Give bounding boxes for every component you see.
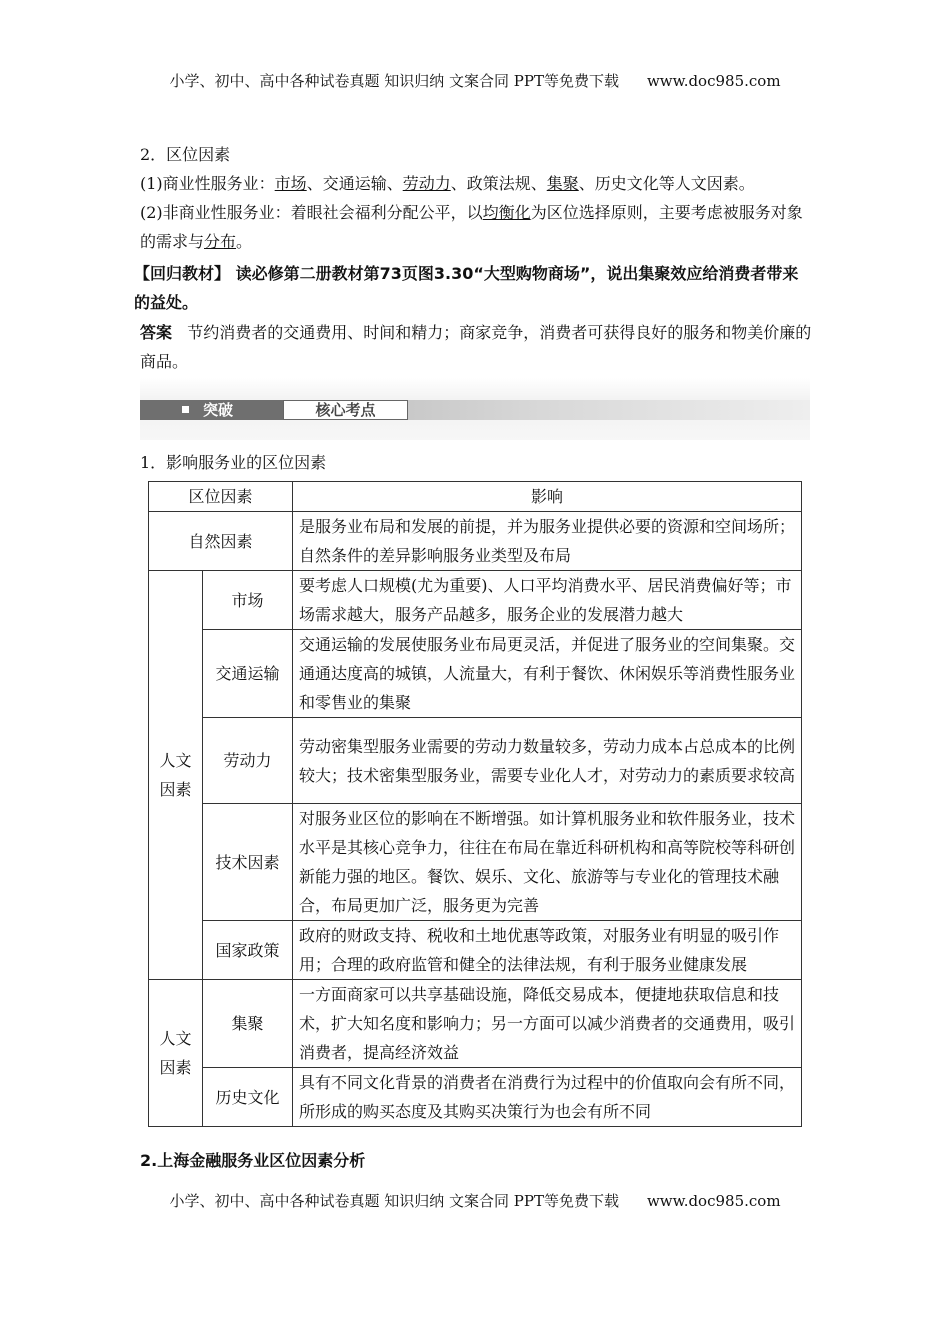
factor-cell: 劳动力: [203, 718, 293, 804]
commercial-factors: (1)商业性服务业：市场、交通运输、劳动力、政策法规、集聚、历史文化等人文因素。: [140, 174, 755, 193]
answer: 答案 节约消费者的交通费用、时间和精力；商家竞争，消费者可获得良好的服务和物美价廉的商品。: [140, 323, 812, 371]
footer-site: www.doc985.com: [646, 1192, 781, 1210]
section-banner: [140, 378, 810, 440]
banner-left: 突破: [203, 401, 234, 419]
factor-cell: 历史文化: [203, 1068, 293, 1127]
factor-cell: 市场: [203, 571, 293, 630]
factor-cell: 交通运输: [203, 630, 293, 718]
effect-cell: 要考虑人口规模(尤为重要)、人口平均消费水平、居民消费偏好等；市场需求越大，服务产品越多，服务企业的发展潜力越大: [293, 571, 802, 630]
factor-cell: 技术因素: [203, 804, 293, 921]
effect-cell: 一方面商家可以共享基础设施，降低交易成本，便捷地获取信息和技术，扩大知名度和影响力；另一方面可以减少消费者的交通费用，吸引消费者，提高经济效益: [293, 980, 802, 1068]
effect-cell: 政府的财政支持、税收和土地优惠等政策，对服务业有明显的吸引作用；合理的政府监管和健全的法律法规，有利于服务业健康发展: [293, 921, 802, 980]
review-textbook: 【回归教材】 读必修第二册教材第73页图3.30“大型购物商场”，说出集聚效应给消费者带来的益处。: [134, 264, 799, 312]
footer-text: 小学、初中、高中各种试卷真题 知识归纳 文案合同 PPT等免费下载: [169, 1192, 619, 1210]
effect-cell: 具有不同文化背景的消费者在消费行为过程中的价值取向会有所不同，所形成的购买态度及其购买决策行为也会有所不同: [293, 1068, 802, 1127]
factor-cell: 集聚: [203, 980, 293, 1068]
header-factor: 区位因素: [149, 482, 293, 512]
group-cell: 人文因素: [149, 571, 203, 980]
factor-cell: 自然因素: [149, 512, 293, 571]
square-icon: [182, 406, 189, 413]
effect-cell: 交通运输的发展使服务业布局更灵活，并促进了服务业的空间集聚。交通通达度高的城镇，人流量大，有利于餐饮、休闲娱乐等消费性服务业和零售业的集聚: [293, 630, 802, 718]
table-title: 1．影响服务业的区位因素: [140, 453, 327, 472]
page-header: [0, 70, 950, 91]
section3-title: 2.上海金融服务业区位因素分析: [140, 1151, 366, 1170]
factor-cell: 国家政策: [203, 921, 293, 980]
effect-cell: 是服务业布局和发展的前提，并为服务业提供必要的资源和空间场所；自然条件的差异影响服务业类型及布局: [293, 512, 802, 571]
page-footer: [0, 1190, 950, 1211]
header-effect: 影响: [293, 482, 802, 512]
section-title: 2．区位因素: [140, 145, 231, 164]
group-cell: 人文因素: [149, 980, 203, 1127]
location-factor-table: [148, 481, 802, 1127]
effect-cell: 劳动密集型服务业需要的劳动力数量较多，劳动力成本占总成本的比例较大；技术密集型服务业，需要专业化人才，对劳动力的素质要求较高: [293, 718, 802, 804]
noncommercial-factors: (2)非商业性服务业：着眼社会福利分配公平，以均衡化为区位选择原则，主要考虑被服务对象的需求与分布。: [140, 203, 803, 251]
effect-cell: 对服务业区位的影响在不断增强。如计算机服务业和软件服务业，技术水平是其核心竞争力，往往在布局在靠近科研机构和高等院校等科研创新能力强的地区。餐饮、娱乐、文化、旅游等与专业化的管理技术融合，布局更加广泛，服务更为完善: [293, 804, 802, 921]
header-text: 小学、初中、高中各种试卷真题 知识归纳 文案合同 PPT等免费下载: [169, 72, 619, 90]
banner-right: 核心考点: [283, 400, 408, 420]
header-site: www.doc985.com: [646, 72, 781, 90]
